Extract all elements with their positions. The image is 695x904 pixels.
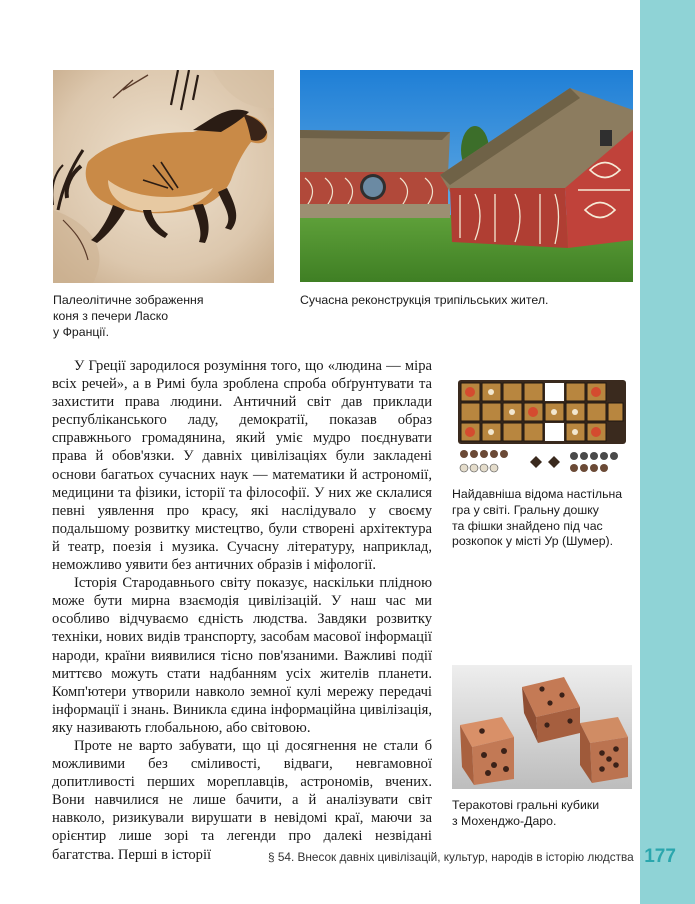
caption-line: та фішки знайдено під час <box>452 518 603 533</box>
caption-line: Палеолітичне зображення <box>53 293 204 307</box>
paragraph: Історія Стародавнього світу показує, наскільки плідною може бути мирна взаємодія цивілізацій. У наш час ми особливо відчуваємо єдність людства. Завдяки розвитку техніки, нових видів транспорту, засобам масової інформації народи, країни виявилися тісно пов'язаними. Важливі події миттєво можуть стати надбанням усіх жителів планети. Комп'ютери утворили навколо земної кулі мережу передачі інформації і знань. Виникла єдина інформаційна цивілізація, яку називають глобальною, або світовою. <box>52 575 432 736</box>
caption-line: у Франції. <box>53 324 109 339</box>
dice-caption <box>452 798 637 830</box>
caption-line: гра у світі. Гральну дошку <box>452 502 599 517</box>
running-footer-section: § 54. Внесок давніх цивілізацій, культур, народів в історію людства <box>268 850 634 864</box>
page-edge-color-bar <box>640 0 695 904</box>
caption-line: Найдавніша відома настільна <box>452 487 623 501</box>
royal-game-of-ur-image <box>452 374 632 480</box>
paragraph: Проте не варто забувати, що ці досягнення не стали б можливими без сміливості, відваги, невгамовної допитливості перших мореплавців, астрономів, вчених. Вони навчилися не лише бачити, а й аналізувати світ навколо, ризикували вирушати в невідомі краї, маючи за орієнтир лише зорі та легенди про далекі незвідані багатства. Перші в історії <box>52 737 432 863</box>
ur-game-caption <box>452 487 637 550</box>
caption-line: Теракотові гральні кубики <box>452 798 600 812</box>
caption-line: розкопок у місті Ур (Шумер). <box>452 534 614 549</box>
caption-line: коня з печери Ласко <box>53 308 169 323</box>
trypillia-houses-image <box>300 70 633 282</box>
caption-line: з Мохенджо-Даро. <box>452 813 557 828</box>
terracotta-dice-image <box>452 665 632 789</box>
trypillia-caption <box>300 293 633 309</box>
lascaux-caption <box>53 293 253 340</box>
page-footer <box>268 846 676 868</box>
caption-line: Сучасна реконструкція трипільських жител. <box>300 293 549 307</box>
paragraph: У Греції зародилося розуміння того, що «людина — міра всіх речей», а в Римі була зроблена спроба обґрунтувати та захистити права людини. Античний світ дав приклади республіканського ладу, демократії, показав образ справжнього громадянина, який уміє мудро поєднувати права й обов'язки. У давніх цивілізаціях були закладені основи багатьох сучасних наук — математики й астрономії, медицини та фізики, історії та філософії. У них же склалися певні уявлення про красу, які наслідувало у своєму подальшому розвитку мистецтво, були створені архітектура й театр, поезія і музика. Сучасну літературу, наприклад, неможливо уявити без античних образів і міфології. <box>52 358 432 574</box>
main-text <box>52 357 432 864</box>
lascaux-horse-image <box>53 70 274 283</box>
page-number: 177 <box>644 846 676 867</box>
